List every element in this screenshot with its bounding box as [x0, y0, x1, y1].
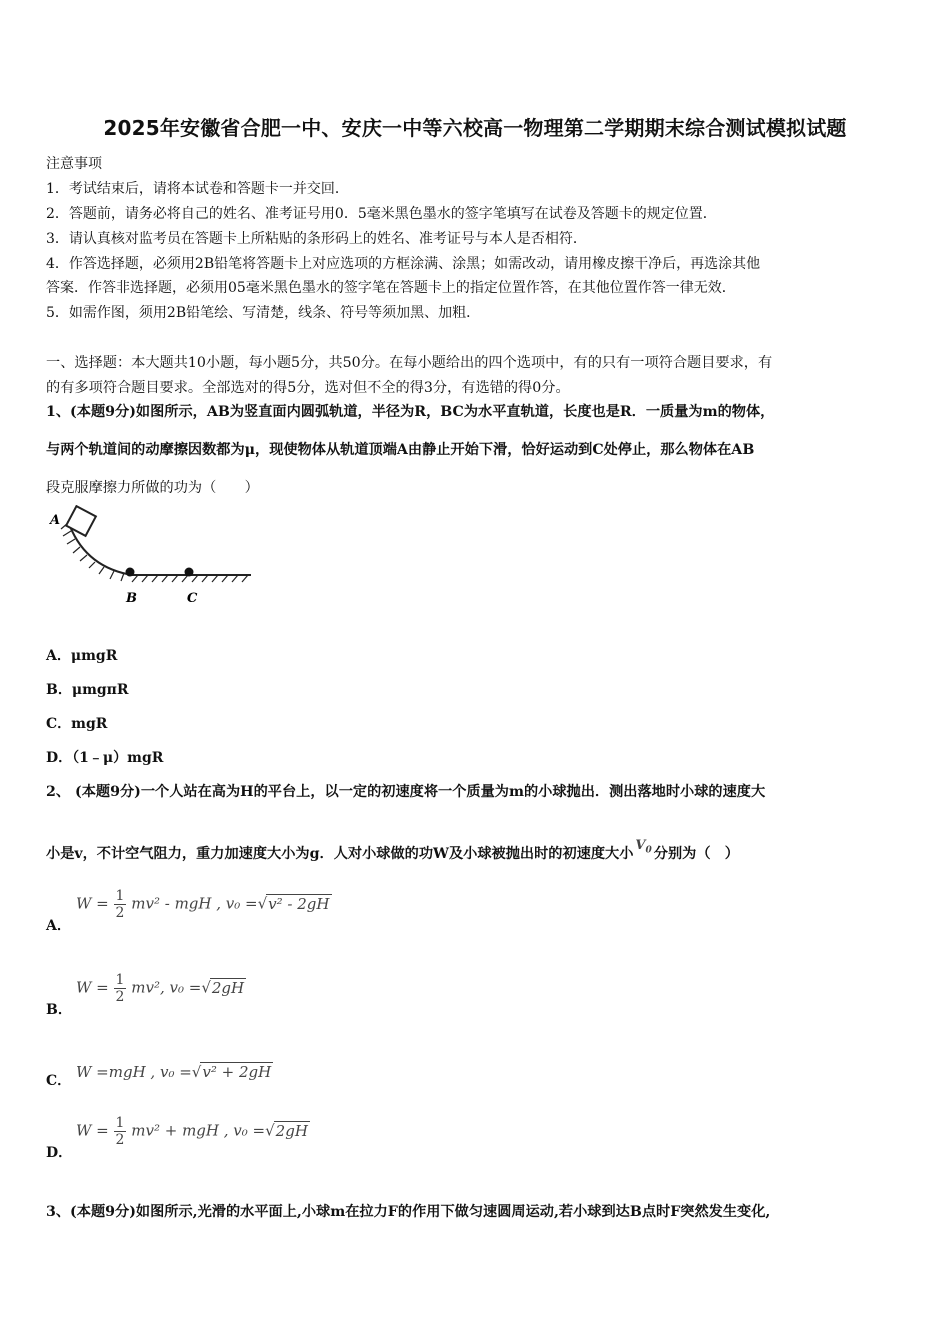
q1-option-c: C．mgR [46, 716, 108, 732]
notice-item: 1．考试结束后，请将本试卷和答题卡一并交回． [46, 181, 349, 197]
q2-option-c-formula: W =mgH , v₀ =√v² + 2gH [76, 1063, 272, 1081]
notice-item: 3．请认真核对监考员在答题卡上所粘贴的条形码上的姓名、准考证号与本人是否相符． [46, 231, 587, 247]
label-c: C [187, 591, 198, 605]
question-2-text: 小是v，不计空气阻力，重力加速度大小为g．人对小球做的功W及小球被抛出时的初速度大小$V_0$ 分别为（ ） [46, 838, 739, 862]
v0-symbol: $V_0$ [635, 838, 652, 856]
q2-option-a-label: A． [46, 918, 71, 934]
question-1-text: 与两个轨道间的动摩擦因数都为μ，现使物体从轨道顶端A由静止开始下滑，恰好运动到C处停止，那么物体在AB [46, 442, 755, 458]
question-1-figure [46, 505, 256, 605]
question-1-text: 1、(本题9分)如图所示，AB为竖直面内圆弧轨道，半径为R，BC为水平直轨道，长度也是R．一质量为m的物体， [46, 404, 775, 420]
point-b [126, 568, 135, 577]
label-b: B [126, 591, 137, 605]
question-1-text: 段克服摩擦力所做的功为（ ） [46, 480, 259, 496]
q2-option-a-formula: W = $\frac{1}{2}$ mv² - mgH , v₀ =√v² - 2gH [76, 888, 330, 921]
page-title: 2025年安徽省合肥一中、安庆一中等六校高一物理第二学期期末综合测试模拟试题 [103, 116, 847, 140]
section-instruction: 一、选择题：本大题共10小题，每小题5分，共50分。在每小题给出的四个选项中，有的只有一项符合题目要求，有 [46, 355, 773, 371]
q2-option-b-formula: W = $\frac{1}{2}$ mv², v₀ =√2gH [76, 972, 245, 1005]
hatch-marks [61, 523, 248, 582]
notice-item: 4．作答选择题，必须用2B铅笔将答题卡上对应选项的方框涂满、涂黑；如需改动，请用橡皮擦干净后，再选涂其他 [46, 256, 761, 272]
q2-option-b-label: B． [46, 1002, 72, 1018]
label-a: A [50, 513, 61, 528]
q2-option-c-label: C． [46, 1073, 72, 1089]
notice-item: 2．答题前，请务必将自己的姓名、准考证号用0．5毫米黑色墨水的签字笔填写在试卷及答题卡的规定位置． [46, 206, 717, 222]
q1-option-b: B．μmgπR [46, 682, 129, 698]
notice-item: 5．如需作图，须用2B铅笔绘、写清楚，线条、符号等须加黑、加粗． [46, 305, 481, 321]
point-c [185, 568, 194, 577]
notice-heading: 注意事项 [46, 156, 102, 172]
q1-option-a: A．μmgR [46, 648, 118, 664]
question-3-text: 3、(本题9分)如图所示,光滑的水平面上,小球m在拉力F的作用下做匀速圆周运动,若小球到达B点时F突然发生变化, [46, 1204, 771, 1220]
q2-option-d-label: D． [46, 1145, 73, 1161]
section-instruction: 的有多项符合题目要求。全部选对的得5分，选对但不全的得3分，有选错的得0分。 [46, 380, 570, 396]
q2-option-d-formula: W = $\frac{1}{2}$ mv² + mgH , v₀ =√2gH [76, 1115, 308, 1148]
notice-item: 答案．作答非选择题，必须用05毫米黑色墨水的签字笔在答题卡上的指定位置作答，在其他位置作答一律无效． [46, 280, 736, 296]
q1-option-d: D．（1﹣μ）mgR [46, 750, 164, 766]
question-2-text: 2、 (本题9分)一个人站在高为H的平台上，以一定的初速度将一个质量为m的小球抛出．测出落地时小球的速度大 [46, 784, 766, 800]
